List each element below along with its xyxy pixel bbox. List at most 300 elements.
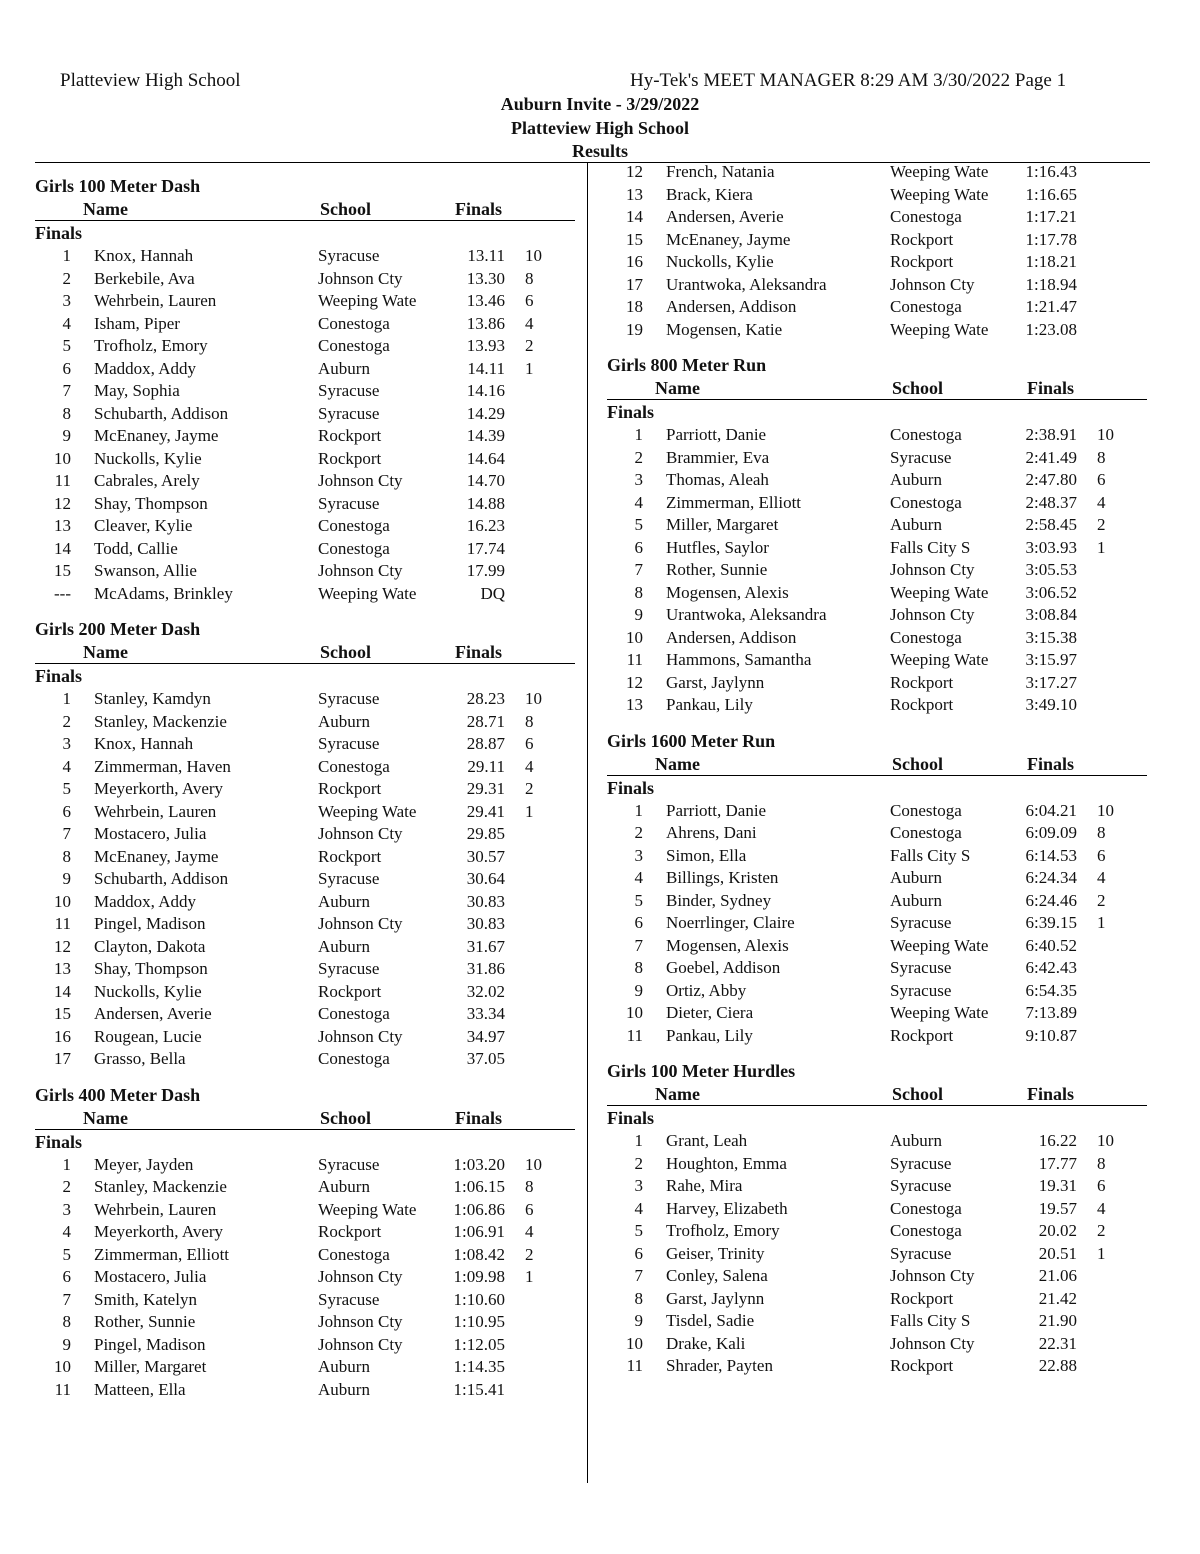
- athlete-name: Dieter, Ciera: [666, 1003, 754, 1022]
- athlete-name: Nuckolls, Kylie: [666, 252, 774, 271]
- athlete-name: Rougean, Lucie: [94, 1026, 202, 1046]
- finals-time: 30.83: [466, 914, 505, 933]
- athlete-name: Meyerkorth, Avery: [94, 779, 224, 798]
- athlete-name: Matteen, Ella: [94, 1379, 186, 1399]
- result-row: [35, 958, 575, 981]
- result-row: [35, 1221, 575, 1244]
- athlete-name: Billings, Kristen: [666, 868, 779, 887]
- school: Syracuse: [890, 1176, 952, 1195]
- result-row: [607, 161, 1147, 184]
- result-row: [35, 733, 575, 756]
- result-row: [35, 913, 575, 936]
- school: Conestoga: [318, 313, 390, 333]
- place: 13: [626, 695, 643, 714]
- finals-time: 6:24.34: [1025, 868, 1077, 887]
- place: 3: [634, 845, 643, 865]
- athlete-name: Pankau, Lily: [666, 1025, 753, 1045]
- finals-time: 22.31: [1038, 1333, 1077, 1353]
- school: Rockport: [890, 1288, 954, 1308]
- athlete-name: Hutfles, Saylor: [666, 537, 769, 557]
- finals-header: Finals: [1027, 378, 1075, 398]
- place: 19: [626, 319, 643, 339]
- result-row: [35, 313, 575, 336]
- place: 10: [626, 627, 643, 647]
- result-row: [35, 1244, 575, 1267]
- result-row: [607, 1175, 1147, 1198]
- points: 10: [1097, 425, 1114, 444]
- finals-time: 34.97: [466, 1026, 505, 1046]
- finals-time: 1:17.21: [1025, 207, 1077, 226]
- school-header: School: [892, 1084, 944, 1104]
- points: 4: [525, 313, 534, 333]
- place: 15: [54, 561, 71, 580]
- athlete-name: Knox, Hannah: [94, 734, 194, 753]
- place: 1: [634, 1131, 643, 1150]
- finals-time: 17.74: [466, 538, 505, 558]
- event-gap: [35, 605, 575, 617]
- host-title: Platteview High School: [511, 118, 689, 138]
- finals-time: 37.05: [466, 1049, 505, 1068]
- finals-time: 14.39: [466, 426, 505, 445]
- result-row: [35, 493, 575, 516]
- school-header: School: [892, 378, 944, 398]
- finals-time: 16.23: [466, 516, 505, 535]
- athlete-name: Stanley, Mackenzie: [94, 711, 227, 731]
- athlete-name: Geiser, Trinity: [666, 1243, 765, 1263]
- finals-time: 6:39.15: [1025, 913, 1077, 932]
- points: 8: [525, 711, 534, 731]
- result-row: [607, 867, 1147, 890]
- finals-time: 28.23: [466, 689, 505, 708]
- place: 5: [62, 336, 71, 355]
- athlete-name: Wehrbein, Lauren: [94, 801, 217, 821]
- result-row: [35, 583, 575, 606]
- finals-time: 33.34: [466, 1004, 505, 1023]
- finals-time: 20.02: [1038, 1221, 1077, 1240]
- result-row: [607, 912, 1147, 935]
- finals-time: 6:14.53: [1025, 845, 1077, 865]
- event-title: Girls 400 Meter Dash: [35, 1084, 201, 1105]
- result-row: [35, 335, 575, 358]
- event-gap: [35, 1071, 575, 1083]
- column-header-row: [35, 641, 575, 664]
- event-title: Girls 800 Meter Run: [607, 355, 767, 375]
- points: 8: [525, 1177, 534, 1196]
- finals-time: 1:14.35: [453, 1357, 505, 1376]
- place: 12: [626, 162, 643, 181]
- school: Conestoga: [318, 516, 390, 535]
- school: Falls City S: [890, 845, 971, 865]
- athlete-name: Grasso, Bella: [94, 1049, 186, 1068]
- finals-time: 3:08.84: [1025, 605, 1077, 624]
- points: 2: [525, 336, 534, 355]
- event-gap: [607, 717, 1147, 729]
- place: 4: [634, 1198, 643, 1218]
- result-row: [35, 268, 575, 291]
- athlete-name: Knox, Hannah: [94, 246, 194, 265]
- school: Syracuse: [318, 1154, 380, 1174]
- result-row: [607, 447, 1147, 470]
- result-row: [35, 245, 575, 268]
- athlete-name: Ahrens, Dani: [666, 823, 757, 842]
- finals-time: 2:58.45: [1025, 515, 1077, 534]
- place: 16: [626, 252, 643, 271]
- finals-time: 29.41: [466, 801, 505, 821]
- place: 4: [62, 313, 71, 333]
- finals-time: 1:10.60: [453, 1289, 505, 1309]
- result-row: [607, 694, 1147, 717]
- result-row: [607, 1220, 1147, 1243]
- place: 2: [634, 447, 643, 467]
- athlete-name: Shay, Thompson: [94, 959, 208, 978]
- school: Johnson Cty: [318, 471, 403, 490]
- athlete-name: Parriott, Danie: [666, 425, 767, 444]
- athlete-name: Noerrlinger, Claire: [666, 913, 795, 932]
- athlete-name: Shrader, Payten: [666, 1356, 773, 1375]
- school: Weeping Wate: [318, 1199, 417, 1219]
- finals-section-label: Finals: [35, 223, 83, 243]
- athlete-name: Mogensen, Alexis: [666, 582, 789, 602]
- place: 12: [54, 493, 71, 513]
- school: Conestoga: [890, 1198, 962, 1218]
- event-title: Girls 1600 Meter Run: [607, 730, 776, 751]
- finals-time: 13.86: [466, 313, 505, 333]
- place: 6: [62, 801, 71, 821]
- school: Weeping Wate: [890, 162, 989, 181]
- school: Auburn: [318, 891, 370, 911]
- school: Johnson Cty: [890, 605, 975, 624]
- points: 4: [1097, 868, 1106, 887]
- finals-header: Finals: [1027, 1084, 1075, 1104]
- finals-time: 3:15.97: [1025, 650, 1077, 669]
- place: 5: [634, 515, 643, 534]
- school: Johnson Cty: [318, 1026, 403, 1046]
- points: 8: [525, 268, 534, 288]
- school: Weeping Wate: [890, 1003, 989, 1022]
- result-row: [607, 1025, 1147, 1048]
- result-row: [35, 448, 575, 471]
- finals-section-label: Finals: [607, 402, 655, 422]
- school: Johnson Cty: [318, 1267, 403, 1286]
- finals-time: 21.06: [1038, 1266, 1077, 1285]
- result-row: [607, 1265, 1147, 1288]
- place: 6: [634, 1243, 643, 1263]
- finals-time: 21.42: [1038, 1288, 1077, 1308]
- result-row: [607, 469, 1147, 492]
- finals-time: 1:06.15: [453, 1177, 505, 1196]
- athlete-name: Zimmerman, Elliott: [666, 492, 802, 512]
- athlete-name: Wehrbein, Lauren: [94, 291, 217, 310]
- result-row: [607, 184, 1147, 207]
- athlete-name: McEnaney, Jayme: [94, 426, 219, 445]
- finals-time: 1:18.94: [1025, 274, 1077, 294]
- place: 4: [634, 492, 643, 512]
- results-title: Results: [571, 141, 628, 161]
- place: 1: [634, 425, 643, 444]
- result-row: [35, 981, 575, 1004]
- school: Rockport: [318, 779, 382, 798]
- school: Johnson Cty: [318, 1334, 403, 1354]
- athlete-name: French, Natania: [666, 162, 775, 181]
- place: 3: [634, 1176, 643, 1195]
- place: 7: [634, 1266, 643, 1285]
- school: Syracuse: [318, 246, 380, 265]
- athlete-name: Pingel, Madison: [94, 914, 206, 933]
- athlete-name: Shay, Thompson: [94, 493, 208, 513]
- school: Conestoga: [318, 538, 390, 558]
- result-row: [607, 890, 1147, 913]
- points: 8: [1097, 447, 1106, 467]
- name-header: Name: [655, 378, 700, 398]
- place: 1: [634, 800, 643, 820]
- place: 2: [62, 1177, 71, 1196]
- result-row: [35, 290, 575, 313]
- place: 7: [634, 560, 643, 579]
- result-row: [35, 1334, 575, 1357]
- result-row: [607, 935, 1147, 958]
- athlete-name: Mogensen, Alexis: [666, 935, 789, 955]
- finals-time: 1:23.08: [1025, 319, 1077, 339]
- result-row: [35, 688, 575, 711]
- finals-time: 1:10.95: [453, 1312, 505, 1331]
- finals-time: 14.11: [467, 358, 505, 378]
- school: Johnson Cty: [890, 1333, 975, 1353]
- place: 7: [62, 824, 71, 843]
- place: 17: [626, 274, 643, 294]
- finals-time: 1:09.98: [453, 1267, 505, 1286]
- points: 1: [525, 801, 534, 821]
- school: Auburn: [318, 1177, 370, 1196]
- athlete-name: Pankau, Lily: [666, 695, 753, 714]
- finals-time: 1:17.78: [1025, 229, 1077, 249]
- place: 2: [62, 711, 71, 731]
- place: 9: [62, 869, 71, 888]
- athlete-name: Thomas, Aleah: [666, 470, 769, 489]
- finals-time: 6:24.46: [1025, 890, 1077, 910]
- athlete-name: Andersen, Averie: [666, 207, 784, 226]
- place: 5: [634, 890, 643, 910]
- result-row: [607, 206, 1147, 229]
- athlete-name: Meyer, Jayden: [94, 1154, 194, 1174]
- points: 6: [1097, 470, 1106, 489]
- place: 8: [634, 1288, 643, 1308]
- finals-time: 28.87: [466, 734, 505, 753]
- athlete-name: Meyerkorth, Avery: [94, 1222, 224, 1241]
- school: Johnson Cty: [318, 1312, 403, 1331]
- result-row: [607, 822, 1147, 845]
- school: Rockport: [890, 672, 954, 692]
- right-column: [607, 161, 1147, 1378]
- column-header-row: [35, 1107, 575, 1130]
- athlete-name: Simon, Ella: [666, 845, 747, 865]
- place: 6: [62, 1267, 71, 1286]
- finals-time: 29.31: [466, 779, 505, 798]
- place: 9: [634, 980, 643, 1000]
- school: Rockport: [318, 426, 382, 445]
- points: 4: [1097, 492, 1106, 512]
- athlete-name: McEnaney, Jayme: [94, 846, 219, 866]
- school: Conestoga: [890, 492, 962, 512]
- place: 14: [54, 981, 71, 1001]
- result-row: [607, 672, 1147, 695]
- finals-time: 29.11: [467, 756, 505, 776]
- place: 14: [54, 538, 71, 558]
- school: Auburn: [890, 1131, 942, 1150]
- school: Weeping Wate: [890, 184, 989, 204]
- school: Weeping Wate: [318, 801, 417, 821]
- points: 4: [525, 1222, 534, 1241]
- school-header: School: [320, 642, 372, 662]
- place: 3: [634, 470, 643, 489]
- finals-section-label: Finals: [607, 777, 655, 798]
- result-row: [35, 1379, 575, 1402]
- finals-time: 20.51: [1038, 1243, 1077, 1263]
- points: 2: [525, 1244, 534, 1264]
- result-row: [607, 1130, 1147, 1153]
- athlete-name: Cleaver, Kylie: [94, 516, 193, 535]
- place: 2: [634, 823, 643, 842]
- school: Weeping Wate: [890, 650, 989, 669]
- result-row: [607, 1355, 1147, 1378]
- points: 2: [525, 779, 534, 798]
- place: 11: [54, 914, 71, 933]
- place: 9: [634, 605, 643, 624]
- school: Auburn: [890, 515, 942, 534]
- place: 11: [626, 1025, 643, 1045]
- result-row: [35, 936, 575, 959]
- finals-time: 13.11: [467, 246, 505, 265]
- result-row: [35, 778, 575, 801]
- finals-time: 3:17.27: [1025, 672, 1077, 692]
- points: 2: [1097, 515, 1106, 534]
- finals-time: 21.90: [1038, 1311, 1077, 1330]
- athlete-name: Mogensen, Katie: [666, 319, 783, 339]
- school: Auburn: [318, 358, 370, 378]
- athlete-name: Miller, Margaret: [94, 1357, 207, 1376]
- place: 11: [626, 1356, 643, 1375]
- place: 17: [54, 1049, 71, 1068]
- place: 15: [626, 229, 643, 249]
- athlete-name: Zimmerman, Haven: [94, 756, 231, 776]
- place: 11: [54, 471, 71, 490]
- school: Conestoga: [318, 756, 390, 776]
- athlete-name: Wehrbein, Lauren: [94, 1199, 217, 1219]
- result-row: [607, 800, 1147, 823]
- place: 12: [54, 936, 71, 956]
- athlete-name: Stanley, Mackenzie: [94, 1177, 227, 1196]
- finals-time: 6:54.35: [1025, 980, 1077, 1000]
- finals-time: 6:04.21: [1025, 800, 1077, 820]
- athlete-name: Garst, Jaylynn: [666, 672, 765, 692]
- finals-header: Finals: [455, 642, 503, 662]
- school: Syracuse: [890, 980, 952, 1000]
- finals-time: 19.57: [1038, 1198, 1077, 1218]
- school: Auburn: [890, 890, 942, 910]
- place: 10: [54, 448, 71, 468]
- athlete-name: Nuckolls, Kylie: [94, 448, 202, 468]
- place: 3: [62, 734, 71, 753]
- result-row: [607, 1333, 1147, 1356]
- finals-time: 6:42.43: [1025, 958, 1077, 977]
- points: 6: [1097, 1176, 1106, 1195]
- points: 1: [1097, 913, 1106, 932]
- points: 2: [1097, 890, 1106, 910]
- finals-time: 16.22: [1038, 1131, 1077, 1150]
- school: Syracuse: [318, 734, 380, 753]
- name-header: Name: [83, 642, 128, 662]
- result-row: [607, 537, 1147, 560]
- points: 6: [525, 1199, 534, 1219]
- athlete-name: Urantwoka, Aleksandra: [666, 605, 827, 624]
- athlete-name: Schubarth, Addison: [94, 869, 229, 888]
- athlete-name: Grant, Leah: [666, 1131, 748, 1150]
- finals-time: 30.83: [466, 891, 505, 911]
- school: Auburn: [890, 470, 942, 489]
- result-row: [607, 1002, 1147, 1025]
- school: Weeping Wate: [890, 319, 989, 339]
- finals-time: 17.99: [466, 561, 505, 580]
- athlete-name: Houghton, Emma: [666, 1153, 787, 1173]
- athlete-name: Andersen, Addison: [666, 297, 797, 316]
- event-gap: [607, 341, 1147, 353]
- school: Rockport: [890, 252, 954, 271]
- school: Rockport: [890, 1356, 954, 1375]
- school-header: School: [320, 199, 372, 219]
- place: 7: [62, 381, 71, 400]
- finals-time: 19.31: [1038, 1176, 1077, 1195]
- finals-time: 1:21.47: [1025, 297, 1077, 316]
- result-row: [607, 604, 1147, 627]
- school: Johnson Cty: [318, 824, 403, 843]
- athlete-name: Isham, Piper: [94, 313, 180, 333]
- finals-time: 31.86: [466, 959, 505, 978]
- result-row: [35, 1176, 575, 1199]
- result-row: [607, 319, 1147, 342]
- athlete-name: Binder, Sydney: [666, 890, 772, 910]
- place: 8: [62, 403, 71, 423]
- result-row: [35, 425, 575, 448]
- place: 6: [634, 913, 643, 932]
- column-header-row: [35, 198, 575, 221]
- athlete-name: Drake, Kali: [666, 1333, 746, 1353]
- finals-time: 6:09.09: [1025, 823, 1077, 842]
- result-row: [607, 559, 1147, 582]
- school: Conestoga: [890, 800, 962, 820]
- finals-time: 3:49.10: [1025, 695, 1077, 714]
- result-row: [607, 274, 1147, 297]
- result-row: [607, 1243, 1147, 1266]
- result-row: [35, 1048, 575, 1071]
- points: 4: [1097, 1198, 1106, 1218]
- place: 1: [62, 689, 71, 708]
- result-row: [607, 582, 1147, 605]
- points: 1: [1097, 537, 1106, 557]
- finals-time: 32.02: [466, 981, 505, 1001]
- finals-time: 2:41.49: [1025, 447, 1077, 467]
- event-gap: [607, 1047, 1147, 1059]
- athlete-name: Maddox, Addy: [94, 891, 196, 911]
- result-row: [35, 1266, 575, 1289]
- athlete-name: Andersen, Averie: [94, 1004, 212, 1023]
- finals-time: 30.64: [466, 869, 505, 888]
- event-title: Girls 200 Meter Dash: [35, 619, 201, 639]
- left-column: [35, 174, 575, 1401]
- athlete-name: Hammons, Samantha: [666, 650, 812, 669]
- finals-time: 2:47.80: [1025, 470, 1077, 489]
- school: Syracuse: [318, 403, 380, 423]
- finals-time: 30.57: [466, 846, 505, 866]
- place: 10: [626, 1333, 643, 1353]
